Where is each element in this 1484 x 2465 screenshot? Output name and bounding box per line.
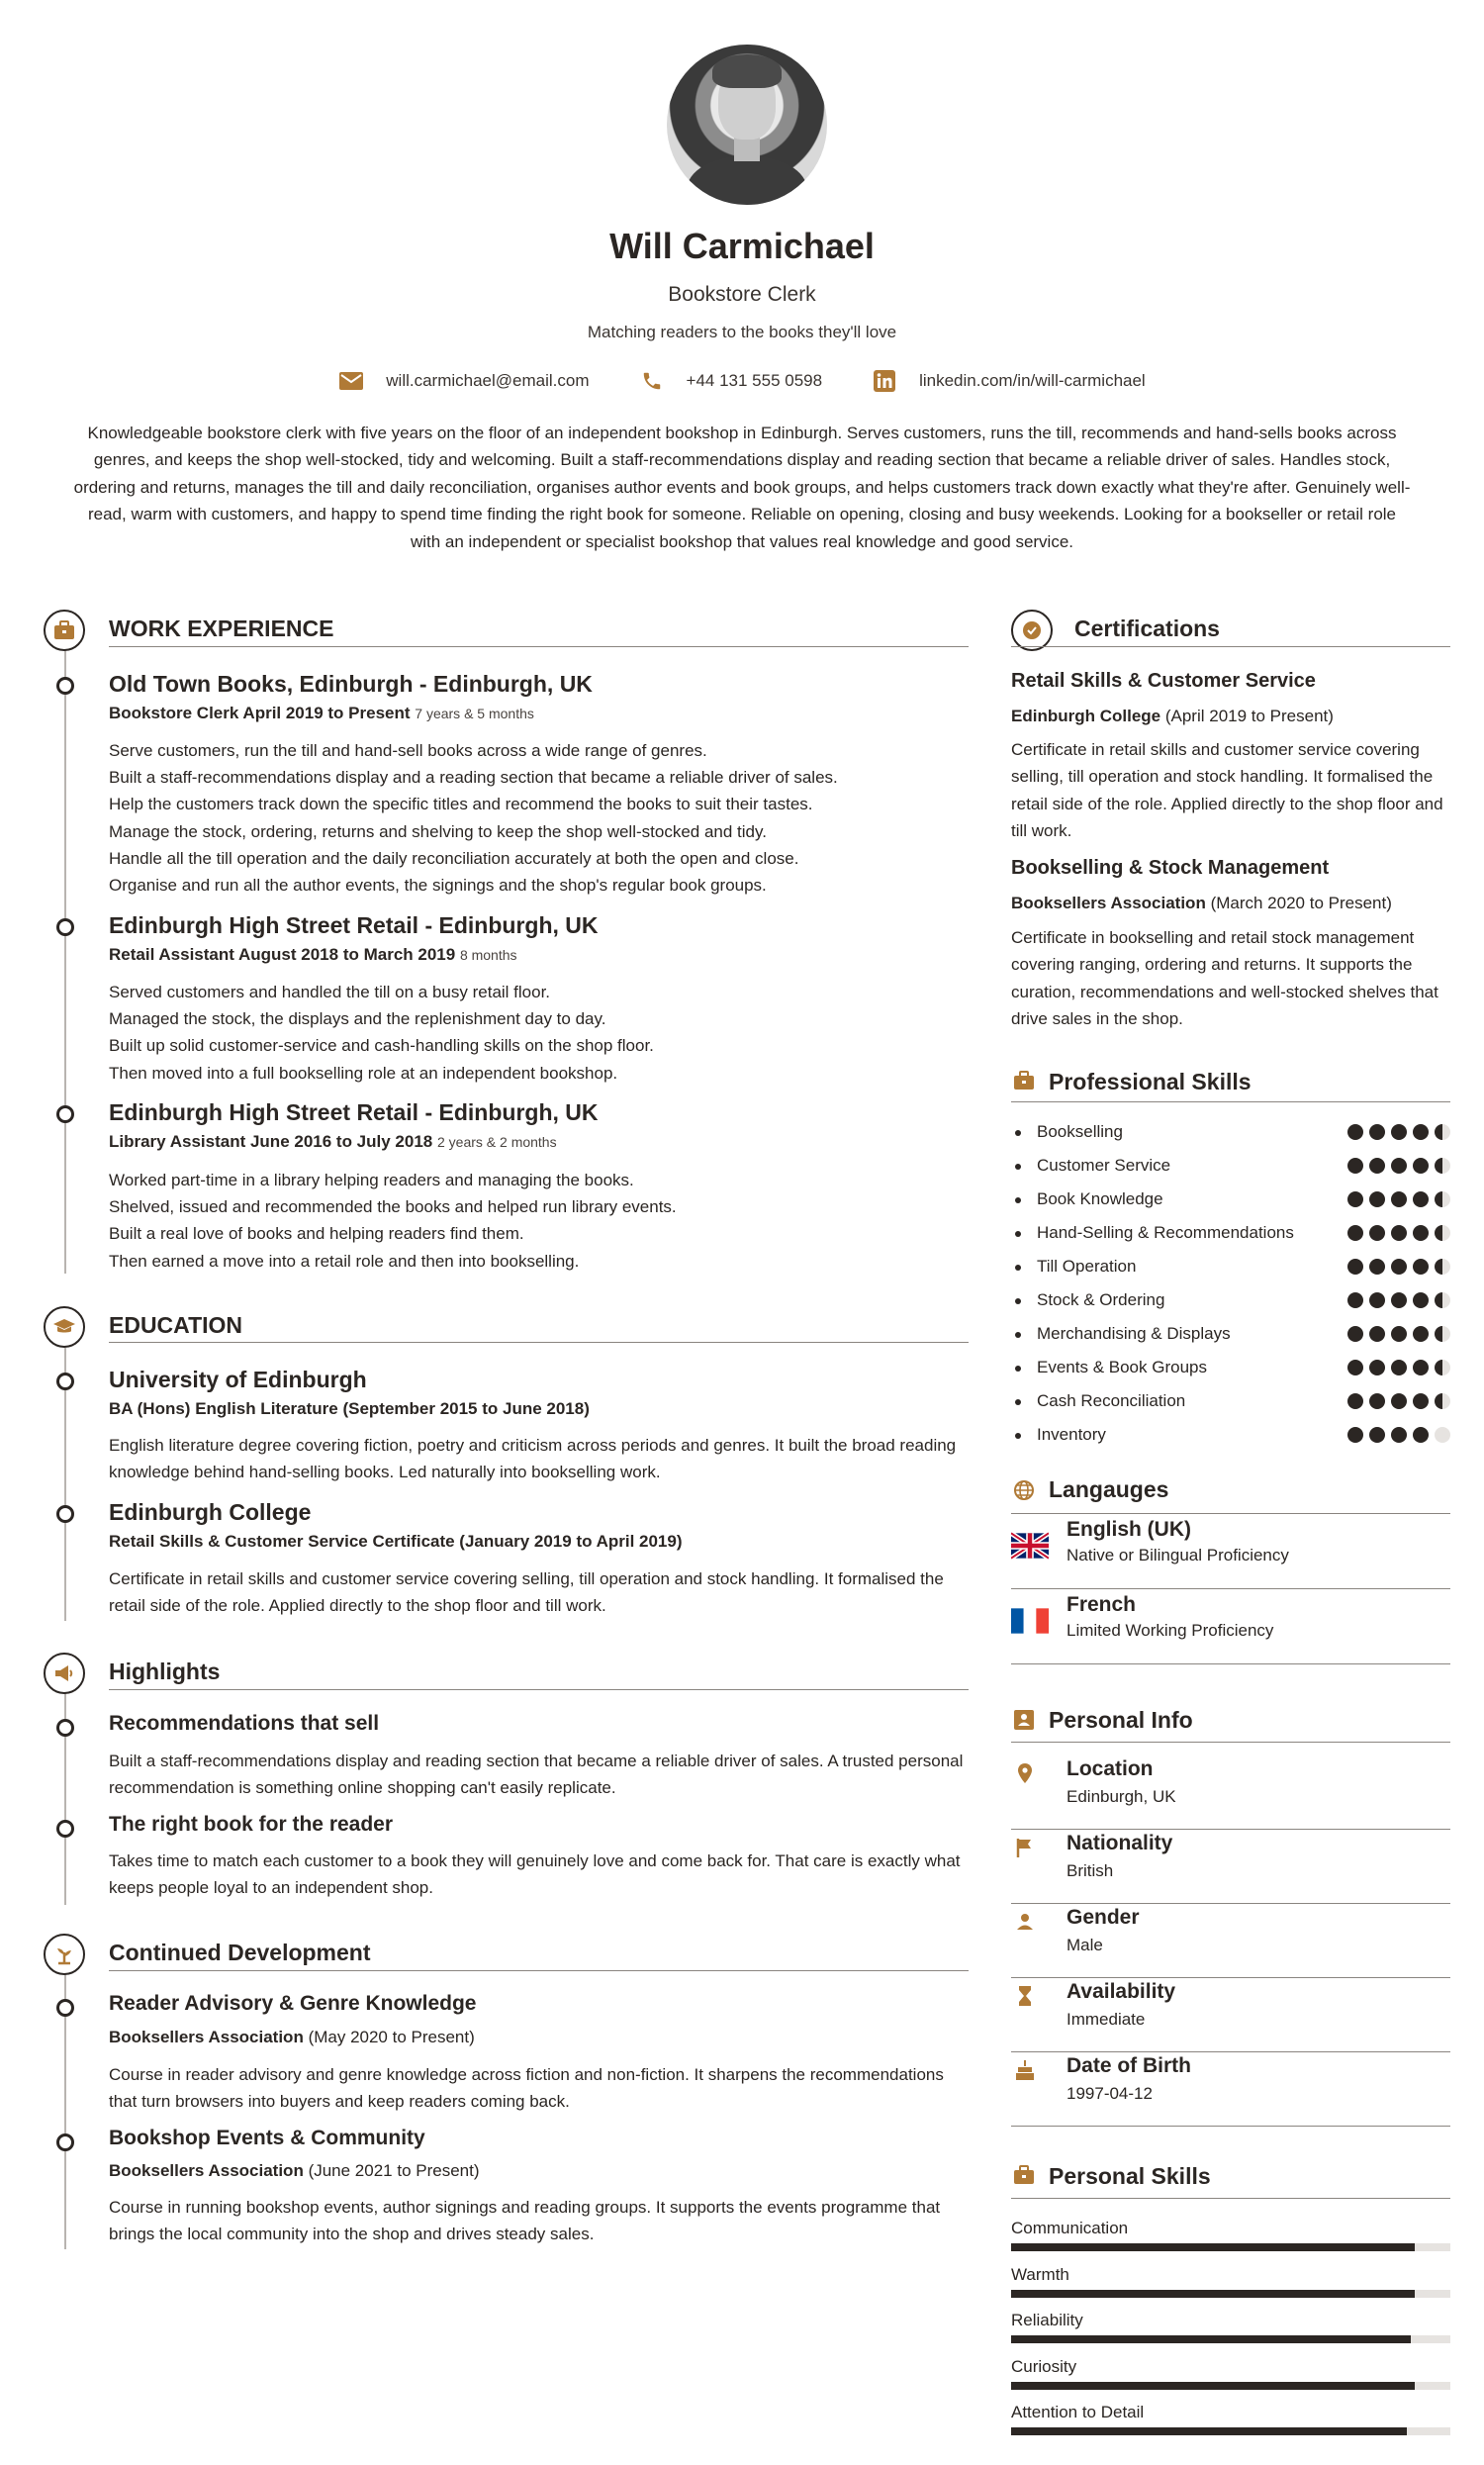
skill-bar-fill xyxy=(1011,2335,1411,2343)
languages-title: Langauges xyxy=(1049,1476,1169,1502)
personal-skill-row xyxy=(1011,2357,1450,2397)
course-title: Bookshop Events & Community xyxy=(109,2127,425,2149)
flag-icon xyxy=(1013,1836,1037,1859)
job-subtitle: Retail Assistant August 2018 to March 2019 8 months xyxy=(109,945,517,964)
rating-dot xyxy=(1391,1360,1407,1375)
job-description: Served customers and handled the till on a busy retail floor. Managed the stock, the displays and the replenishment day to day. Built up solid customer-service and cash-handling skills on the shop floor. Then moved into a full bookselling role at an independent bookshop. xyxy=(109,983,654,1083)
timeline-dot xyxy=(56,2133,74,2151)
linkedin-text: linkedin.com/in/will-carmichael xyxy=(919,371,1146,390)
skill-label: Merchandising & Displays xyxy=(1037,1324,1231,1343)
skill-rating xyxy=(1347,1124,1450,1140)
rating-dot xyxy=(1369,1225,1385,1241)
school-title: University of Edinburgh xyxy=(109,1367,367,1392)
rating-dot xyxy=(1369,1259,1385,1275)
email-icon xyxy=(338,368,364,394)
rating-dot xyxy=(1391,1225,1407,1241)
rating-dot xyxy=(1347,1326,1363,1342)
candidate-tagline: Matching readers to the books they'll love xyxy=(587,323,897,341)
personal-skill-label: Attention to Detail xyxy=(1011,2403,1145,2421)
school-title: Edinburgh College xyxy=(109,1499,312,1525)
job-description: Worked part-time in a library helping readers and managing the books. Shelved, issued and recommended the books and helped run library events. Built a real love of books and helping readers find them. Then earned a move into a retail role and then into bookselling. xyxy=(109,1171,677,1271)
rating-dot xyxy=(1435,1191,1450,1207)
timeline-dot xyxy=(56,1820,74,1838)
rating-dot xyxy=(1347,1427,1363,1443)
megaphone-icon xyxy=(44,1653,85,1694)
rating-dot xyxy=(1435,1225,1450,1241)
rating-dot xyxy=(1413,1259,1429,1275)
bullet xyxy=(1015,1433,1021,1439)
skill-row xyxy=(1011,1185,1450,1215)
rating-dot xyxy=(1435,1124,1450,1140)
skill-rating xyxy=(1347,1225,1450,1241)
language-name: French xyxy=(1067,1593,1137,1616)
rating-dot xyxy=(1369,1360,1385,1375)
cake-icon xyxy=(1013,2058,1037,2082)
language-row xyxy=(1011,1589,1450,1664)
bullet xyxy=(1015,1164,1021,1170)
personal-skill-label: Reliability xyxy=(1011,2311,1083,2329)
timeline-dot xyxy=(56,918,74,936)
rating-dot xyxy=(1369,1326,1385,1342)
info-row-dob: Date of Birth 1997-04-12 xyxy=(1011,2052,1450,2127)
rating-dot xyxy=(1435,1292,1450,1308)
personal-skill-label: Warmth xyxy=(1011,2264,1069,2284)
rating-dot xyxy=(1435,1326,1450,1342)
bullet xyxy=(1015,1332,1021,1338)
job-duration: 7 years & 5 months xyxy=(415,706,534,721)
rating-dot xyxy=(1347,1259,1363,1275)
candidate-name: Will Carmichael xyxy=(609,226,875,266)
skill-label: Cash Reconciliation xyxy=(1037,1391,1186,1410)
degree-subtitle: BA (Hons) English Literature (September 2015 to June 2018) xyxy=(109,1399,590,1418)
highlights-title: Highlights xyxy=(109,1659,221,1684)
france-flag-icon xyxy=(1011,1607,1049,1635)
rating-dot xyxy=(1369,1292,1385,1308)
toolbox-icon xyxy=(1013,2165,1035,2190)
timeline-dot xyxy=(56,1719,74,1737)
rating-dot xyxy=(1391,1292,1407,1308)
cert-org: Edinburgh College (April 2019 to Present) xyxy=(1011,707,1334,725)
avatar xyxy=(667,45,827,205)
skill-row xyxy=(1011,1387,1450,1417)
skill-rating xyxy=(1347,1360,1450,1375)
phone-icon xyxy=(639,368,665,394)
skill-bar-track xyxy=(1011,2382,1450,2390)
person-icon xyxy=(1013,1910,1037,1934)
skill-rating xyxy=(1347,1259,1450,1275)
info-row-gender: Gender Male xyxy=(1011,1904,1450,1978)
timeline-dot xyxy=(56,1373,74,1390)
bullet xyxy=(1015,1399,1021,1405)
candidate-role: Bookstore Clerk xyxy=(668,283,816,306)
language-row xyxy=(1011,1514,1450,1589)
personal-skill-label: Curiosity xyxy=(1011,2356,1077,2376)
certifications-title: Certifications xyxy=(1074,616,1220,641)
rating-dot xyxy=(1413,1158,1429,1174)
education-description: English literature degree covering fiction, poetry and criticism across periods and genres. It built the broad reading knowledge behind hand-selling books. Led naturally into bookselling work. xyxy=(109,1436,957,1482)
course-text: Course in running bookshop events, author signings and reading groups. It supports the events programme that brings the local community into the shop and drives steady sales. xyxy=(109,2198,941,2244)
rating-dot xyxy=(1435,1259,1450,1275)
rating-dot xyxy=(1391,1259,1407,1275)
rating-dot xyxy=(1413,1124,1429,1140)
highlight-title: Recommendations that sell xyxy=(109,1712,380,1735)
rating-dot xyxy=(1413,1360,1429,1375)
rating-dot xyxy=(1347,1393,1363,1409)
skill-label: Book Knowledge xyxy=(1037,1189,1163,1208)
rating-dot xyxy=(1369,1427,1385,1443)
education-description: Certificate in retail skills and customer service covering selling, till operation and stock handling. It formalised the retail side of the role. Applied directly to the shop floor and till work. xyxy=(109,1569,944,1616)
rating-dot xyxy=(1413,1326,1429,1342)
skill-bar-track xyxy=(1011,2290,1450,2298)
degree-subtitle: Retail Skills & Customer Service Certificate (January 2019 to April 2019) xyxy=(109,1532,683,1551)
personal-skill-row xyxy=(1011,2219,1450,2258)
job-duration: 8 months xyxy=(459,947,517,963)
info-row-availability: Availability Immediate xyxy=(1011,1978,1450,2052)
development-title: Continued Development xyxy=(109,1940,371,1965)
skill-rating xyxy=(1347,1158,1450,1174)
rating-dot xyxy=(1369,1191,1385,1207)
skill-bar-fill xyxy=(1011,2427,1407,2435)
skill-row xyxy=(1011,1354,1450,1383)
bullet xyxy=(1015,1130,1021,1136)
rating-dot xyxy=(1347,1124,1363,1140)
contact-bar xyxy=(0,368,1484,394)
rating-dot xyxy=(1391,1191,1407,1207)
rating-dot xyxy=(1391,1158,1407,1174)
personal-skill-row xyxy=(1011,2403,1450,2442)
highlight-text: Takes time to match each customer to a book they will genuinely love and come back for. That care is exactly what keeps people loyal to an independent shop. xyxy=(109,1851,961,1898)
professional-skills-title: Professional Skills xyxy=(1049,1069,1252,1094)
personal-skills-title: Personal Skills xyxy=(1049,2163,1211,2189)
language-name: English (UK) xyxy=(1067,1518,1191,1541)
job-title: Old Town Books, Edinburgh - Edinburgh, UK xyxy=(109,671,593,697)
timeline-dot xyxy=(56,677,74,695)
skill-row xyxy=(1011,1253,1450,1282)
email-text: will.carmichael@email.com xyxy=(386,371,590,390)
timeline-dot xyxy=(56,1505,74,1523)
cert-title: Bookselling & Stock Management xyxy=(1011,857,1330,879)
skill-rating xyxy=(1347,1427,1450,1443)
skill-label: Events & Book Groups xyxy=(1037,1358,1207,1376)
rating-dot xyxy=(1347,1225,1363,1241)
rating-dot xyxy=(1369,1158,1385,1174)
education-title: EDUCATION xyxy=(109,1312,243,1338)
growth-icon xyxy=(44,1934,85,1975)
skill-bar-fill xyxy=(1011,2243,1415,2251)
skill-bar-track xyxy=(1011,2243,1450,2251)
language-level: Native or Bilingual Proficiency xyxy=(1067,1546,1289,1564)
personal-skill-row xyxy=(1011,2265,1450,2305)
rating-dot xyxy=(1413,1191,1429,1207)
skill-row xyxy=(1011,1219,1450,1249)
rating-dot xyxy=(1413,1393,1429,1409)
job-title: Edinburgh High Street Retail - Edinburgh, UK xyxy=(109,912,599,938)
skill-label: Till Operation xyxy=(1037,1257,1137,1276)
cert-text: Certificate in retail skills and customer service covering selling, till operation and stock handling. It formalised the retail side of the role. Applied directly to the shop floor and till work. xyxy=(1011,740,1443,841)
skill-bar-fill xyxy=(1011,2382,1415,2390)
graduation-cap-icon xyxy=(44,1306,85,1348)
highlight-title: The right book for the reader xyxy=(109,1813,394,1836)
job-subtitle: Bookstore Clerk April 2019 to Present 7 years & 5 months xyxy=(109,704,534,722)
globe-icon xyxy=(1013,1479,1035,1506)
skill-rating xyxy=(1347,1393,1450,1409)
skill-label: Hand-Selling & Recommendations xyxy=(1037,1223,1294,1242)
bullet xyxy=(1015,1366,1021,1372)
rating-dot xyxy=(1347,1158,1363,1174)
rating-dot xyxy=(1391,1124,1407,1140)
highlight-text: Built a staff-recommendations display and reading section that became a reliable driver of sales. A trusted personal recommendation is something online shopping can't easily replicate. xyxy=(109,1752,964,1798)
skill-label: Stock & Ordering xyxy=(1037,1290,1165,1309)
skill-label: Customer Service xyxy=(1037,1156,1171,1175)
job-description: Serve customers, run the till and hand-sell books across a wide range of genres. Built a staff-recommendations display and a reading section that became a reliable driver of sales. Help the customers track down the specific titles and recommend the books to suit their tastes. Manage the stock, ordering, returns and shelving to keep the shop well-stocked and tidy. Handle all the till operation and the daily reconciliation accurately at both the open and close. Organise and run all the author events, the signings and the shop's regular book groups. xyxy=(109,741,838,896)
skill-bar-fill xyxy=(1011,2290,1415,2298)
rating-dot xyxy=(1413,1292,1429,1308)
skill-bar-track xyxy=(1011,2427,1450,2435)
cert-text: Certificate in bookselling and retail stock management covering ranging, ordering and returns. It supports the curation, recommendations and well-stocked shelves that drive sales in the shop. xyxy=(1011,928,1438,1029)
bullet xyxy=(1015,1265,1021,1271)
info-row-location: Location Edinburgh, UK xyxy=(1011,1755,1450,1830)
timeline-dot xyxy=(56,1999,74,2017)
job-title: Edinburgh High Street Retail - Edinburgh, UK xyxy=(109,1099,599,1125)
cert-title: Retail Skills & Customer Service xyxy=(1011,670,1316,692)
course-org: Booksellers Association (June 2021 to Present) xyxy=(109,2161,480,2180)
timeline-dot xyxy=(56,1105,74,1123)
badge-icon xyxy=(1011,610,1053,651)
profile-summary: Knowledgeable bookstore clerk with five years on the floor of an independent bookshop in Edinburgh. Serves customers, runs the till, recommends and hand-sells books across genres, and keeps the shop well-stocked, tidy and welcoming. Built a staff-recommendations display and reading section that became a reliable driver of sales. Handles stock, ordering and returns, manages the till and daily reconciliation, organises author events and book groups, and helps customers track down exactly what they're after. Genuinely well-read, warm with customers, and happy to spend time finding the right book for someone. Reliable on opening, closing and busy weekends. Looking for a bookseller or retail role with an independent or specialist bookshop that values real knowledge and good service. xyxy=(73,424,1411,551)
skill-row xyxy=(1011,1152,1450,1182)
linkedin-icon xyxy=(872,368,897,394)
skill-row xyxy=(1011,1118,1450,1148)
course-text: Course in reader advisory and genre knowledge across fiction and non-fiction. It sharpens the recommendations that turn browsers into buyers and keep readers coming back. xyxy=(109,2065,944,2112)
rating-dot xyxy=(1413,1427,1429,1443)
rating-dot xyxy=(1391,1326,1407,1342)
skill-bar-track xyxy=(1011,2335,1450,2343)
bullet xyxy=(1015,1231,1021,1237)
course-title: Reader Advisory & Genre Knowledge xyxy=(109,1992,477,2015)
job-subtitle: Library Assistant June 2016 to July 2018 2 years & 2 months xyxy=(109,1132,557,1151)
language-level: Limited Working Proficiency xyxy=(1067,1621,1274,1640)
job-duration: 2 years & 2 months xyxy=(436,1134,557,1150)
rating-dot xyxy=(1369,1393,1385,1409)
phone-text: +44 131 555 0598 xyxy=(686,371,823,390)
skill-row xyxy=(1011,1286,1450,1316)
uk-flag-icon xyxy=(1011,1532,1049,1560)
skill-row xyxy=(1011,1421,1450,1451)
personal-skill-row xyxy=(1011,2311,1450,2350)
personal-skill-label: Communication xyxy=(1011,2219,1129,2237)
rating-dot xyxy=(1347,1292,1363,1308)
toolbox-icon xyxy=(1013,1071,1035,1095)
contact-phone[interactable] xyxy=(639,368,823,394)
work-experience-title: WORK EXPERIENCE xyxy=(109,616,334,641)
info-row-nationality: Nationality British xyxy=(1011,1830,1450,1904)
course-org: Booksellers Association (May 2020 to Present) xyxy=(109,2028,475,2046)
skill-rating xyxy=(1347,1191,1450,1207)
skill-rating xyxy=(1347,1292,1450,1308)
skill-label: Bookselling xyxy=(1037,1122,1123,1141)
rating-dot xyxy=(1347,1360,1363,1375)
contact-linkedin[interactable] xyxy=(872,368,1146,394)
skill-label: Inventory xyxy=(1037,1425,1106,1444)
cert-org: Booksellers Association (March 2020 to Present) xyxy=(1011,894,1392,912)
id-card-icon xyxy=(1013,1709,1035,1736)
rating-dot xyxy=(1435,1393,1450,1409)
hourglass-icon xyxy=(1013,1984,1037,2008)
rating-dot xyxy=(1391,1427,1407,1443)
rating-dot xyxy=(1347,1191,1363,1207)
skill-row xyxy=(1011,1320,1450,1350)
rating-dot xyxy=(1435,1427,1450,1443)
personal-info-title: Personal Info xyxy=(1049,1707,1193,1733)
location-pin-icon xyxy=(1013,1761,1037,1785)
bullet xyxy=(1015,1298,1021,1304)
rating-dot xyxy=(1435,1360,1450,1375)
rating-dot xyxy=(1391,1393,1407,1409)
bullet xyxy=(1015,1197,1021,1203)
skill-rating xyxy=(1347,1326,1450,1342)
contact-email[interactable] xyxy=(338,368,589,394)
rating-dot xyxy=(1435,1158,1450,1174)
rating-dot xyxy=(1369,1124,1385,1140)
briefcase-icon xyxy=(44,610,85,651)
rating-dot xyxy=(1413,1225,1429,1241)
